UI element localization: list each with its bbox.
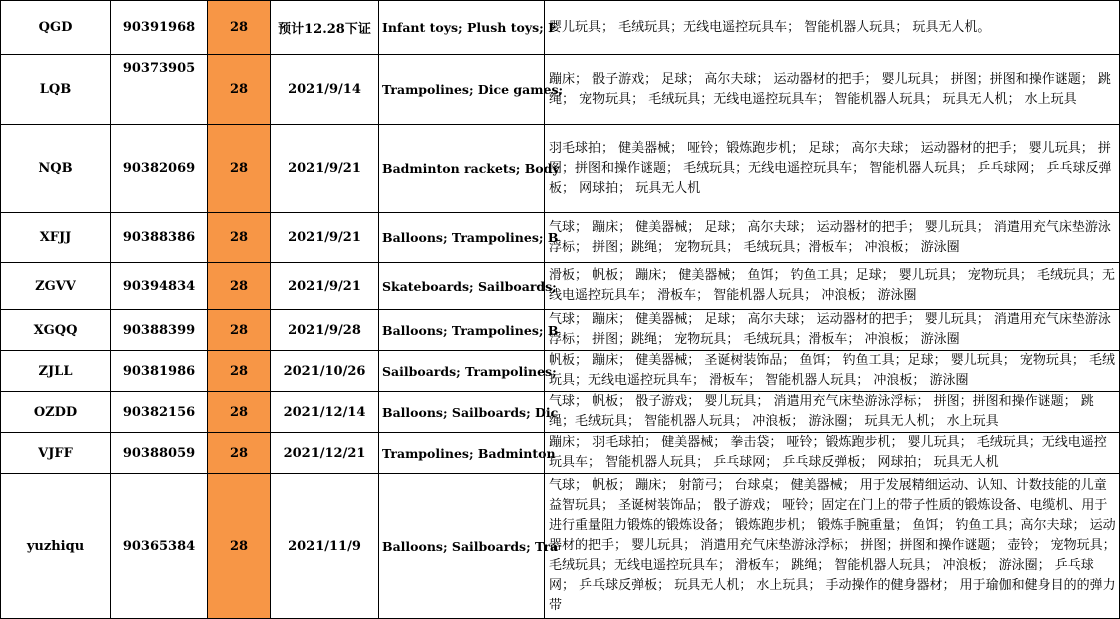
trademark-code-cell: OZDD [1,392,111,433]
goods-english-cell: Balloons; Sailboards; Dic [379,392,545,433]
date-cell: 2021/9/28 [271,310,379,351]
trademark-code-cell: LQB [1,55,111,125]
goods-chinese-cell: 帆板； 蹦床； 健美器械； 圣诞树装饰品； 鱼饵； 钓鱼工具；足球； 婴儿玩具； 宠物玩具； 毛绒玩具；无线电遥控玩具车； 滑板车； 智能机器人玩具； 冲浪板； 游泳圈 [545,351,1120,392]
application-number-cell: 90382069 [111,125,208,213]
application-number-cell: 90388059 [111,433,208,474]
table-row [1,213,1120,263]
date-cell: 2021/11/9 [271,474,379,619]
application-number-cell: 90388386 [111,213,208,263]
trademark-code-cell: yuzhiqu [1,474,111,619]
application-number-cell: 90388399 [111,310,208,351]
goods-english-cell: Trampolines; Badminton [379,433,545,474]
date-cell: 预计12.28下证 [271,1,379,55]
date-cell: 2021/9/21 [271,263,379,310]
class-cell: 28 [208,351,271,392]
application-number-cell: 90382156 [111,392,208,433]
table-row [1,263,1120,310]
application-number-cell: 90391968 [111,1,208,55]
goods-english-cell: Badminton rackets; Body [379,125,545,213]
table-row [1,474,1120,619]
goods-chinese-cell: 蹦床； 骰子游戏； 足球； 高尔夫球； 运动器材的把手； 婴儿玩具； 拼图；拼图和操作谜题； 跳绳； 宠物玩具； 毛绒玩具；无线电遥控玩具车； 智能机器人玩具； 玩具无人机； 水上玩具 [545,55,1120,125]
goods-chinese-cell: 气球； 帆板； 骰子游戏； 婴儿玩具； 消遣用充气床垫游泳浮标； 拼图；拼图和操作谜题； 跳绳；毛绒玩具； 智能机器人玩具； 冲浪板； 游泳圈； 玩具无人机； 水上玩具 [545,392,1120,433]
application-number-cell: 90394834 [111,263,208,310]
class-cell: 28 [208,1,271,55]
trademark-code-cell: NQB [1,125,111,213]
date-cell: 2021/9/21 [271,125,379,213]
application-number-cell: 90381986 [111,351,208,392]
goods-english-cell: Sailboards; Trampolines; [379,351,545,392]
date-cell: 2021/12/21 [271,433,379,474]
date-cell: 2021/12/14 [271,392,379,433]
goods-chinese-cell: 婴儿玩具； 毛绒玩具；无线电遥控玩具车； 智能机器人玩具； 玩具无人机。 [545,1,1120,55]
class-cell: 28 [208,392,271,433]
goods-chinese-cell: 气球； 蹦床； 健美器械； 足球； 高尔夫球； 运动器材的把手； 婴儿玩具； 消遣用充气床垫游泳浮标； 拼图；跳绳； 宠物玩具； 毛绒玩具；滑板车； 冲浪板； 游泳圈 [545,213,1120,263]
table-row [1,433,1120,474]
table-row [1,55,1120,125]
trademark-code-cell: XGQQ [1,310,111,351]
goods-english-cell: Balloons; Trampolines; B [379,213,545,263]
goods-english-cell: Infant toys; Plush toys; F [379,1,545,55]
trademark-code-cell: QGD [1,1,111,55]
class-cell: 28 [208,433,271,474]
goods-chinese-cell: 气球； 蹦床； 健美器械； 足球； 高尔夫球； 运动器材的把手； 婴儿玩具； 消遣用充气床垫游泳浮标； 拼图；跳绳； 宠物玩具； 毛绒玩具；滑板车； 冲浪板； 游泳圈 [545,310,1120,351]
goods-english-cell: Trampolines; Dice games; [379,55,545,125]
application-number-cell: 90365384 [111,474,208,619]
date-cell: 2021/10/26 [271,351,379,392]
table-row [1,125,1120,213]
goods-chinese-cell: 滑板； 帆板； 蹦床； 健美器械； 鱼饵； 钓鱼工具；足球； 婴儿玩具； 宠物玩具； 毛绒玩具；无线电遥控玩具车； 滑板车； 智能机器人玩具； 冲浪板； 游泳圈 [545,263,1120,310]
class-cell: 28 [208,310,271,351]
goods-chinese-cell: 气球； 帆板； 蹦床； 射箭弓； 台球桌； 健美器械； 用于发展精细运动、认知、计数技能的儿童益智玩具； 圣诞树装饰品； 骰子游戏； 哑铃；固定在门上的带子性质的锻炼设备、电缆机、用于进行重量阻力锻炼的锻炼设备； 锻炼跑步机； 锻炼手腕重量； 鱼饵； 钓鱼工具；高尔夫球； 运动器材的把手； 婴儿玩具； 消遣用充气床垫游泳浮标； 拼图；拼图和操作谜题； 壶铃； 宠物玩具； 毛绒玩具；无线电遥控玩具车； 滑板车； 跳绳； 智能机器人玩具； 冲浪板； 游泳圈； 乒乓球网； 乒乓球反弹板； 玩具无人机； 水上玩具； 手动操作的健身器材； 用于瑜伽和健身目的的弹力带 [545,474,1120,619]
application-number-cell: 90373905 [111,55,208,125]
table-row [1,1,1120,55]
trademark-code-cell: ZGVV [1,263,111,310]
class-cell: 28 [208,213,271,263]
class-cell: 28 [208,263,271,310]
trademark-code-cell: VJFF [1,433,111,474]
class-cell: 28 [208,125,271,213]
date-cell: 2021/9/14 [271,55,379,125]
goods-english-cell: Balloons; Sailboards; Tra [379,474,545,619]
goods-chinese-cell: 蹦床； 羽毛球拍； 健美器械； 拳击袋； 哑铃；锻炼跑步机； 婴儿玩具； 毛绒玩具；无线电遥控玩具车； 智能机器人玩具； 乒乓球网； 乒乓球反弹板； 网球拍； 玩具无人机 [545,433,1120,474]
class-cell: 28 [208,474,271,619]
table-row [1,310,1120,351]
trademark-code-cell: XFJJ [1,213,111,263]
date-cell: 2021/9/21 [271,213,379,263]
class-cell: 28 [208,55,271,125]
table-row [1,351,1120,392]
goods-chinese-cell: 羽毛球拍； 健美器械； 哑铃；锻炼跑步机； 足球； 高尔夫球； 运动器材的把手； 婴儿玩具； 拼图；拼图和操作谜题； 毛绒玩具；无线电遥控玩具车； 智能机器人玩具； 乒乓球网； 乒乓球反弹板； 网球拍； 玩具无人机 [545,125,1120,213]
trademark-code-cell: ZJLL [1,351,111,392]
goods-english-cell: Balloons; Trampolines; B [379,310,545,351]
table-row [1,392,1120,433]
goods-english-cell: Skateboards; Sailboards; [379,263,545,310]
